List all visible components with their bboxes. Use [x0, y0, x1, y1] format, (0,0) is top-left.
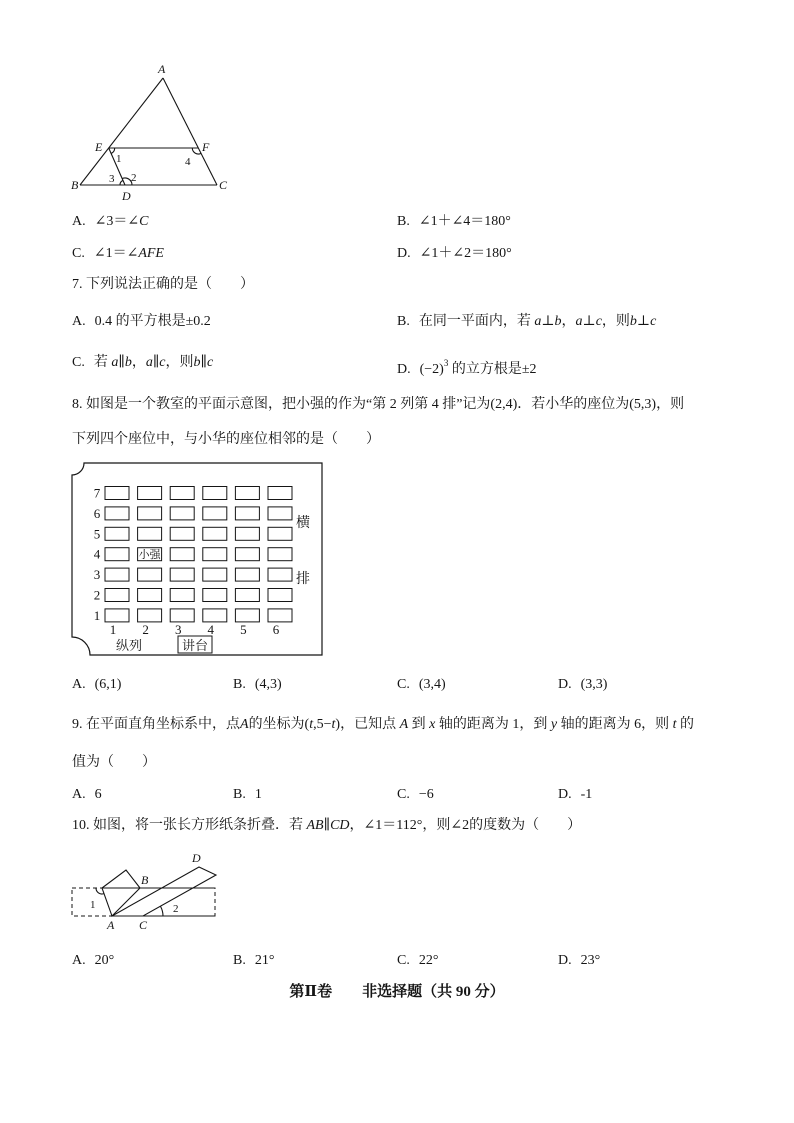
text-segment: ∠3＝∠ — [94, 214, 140, 229]
q10-option-d — [558, 952, 600, 970]
side-ac — [163, 78, 217, 185]
math-variable: AFE — [138, 246, 164, 261]
q10-option-c — [397, 952, 438, 970]
student-seat-label: 小强 — [138, 549, 161, 562]
math-variable: b — [629, 314, 637, 329]
q9-option-c — [397, 786, 434, 804]
row-number: 1 — [93, 607, 101, 623]
option-key: D. — [397, 362, 411, 377]
text-segment: ∥ — [200, 355, 207, 370]
option-text — [95, 314, 211, 329]
q7-option-c — [72, 354, 213, 372]
math-variable: a — [145, 355, 153, 370]
option-key: C. — [397, 787, 410, 802]
text-segment: ∥ — [323, 818, 331, 833]
seat-desk — [105, 589, 129, 602]
superscript: 3 — [443, 358, 449, 368]
q8-option-d — [558, 676, 607, 694]
seat-desk — [170, 507, 194, 520]
podium-label: 讲台 — [181, 638, 209, 653]
seat-desk — [268, 548, 292, 561]
option-text — [419, 314, 656, 329]
q9-stem-line1 — [72, 716, 724, 734]
option-key: B. — [233, 677, 246, 692]
math-variable: C — [139, 214, 149, 229]
math-variable: t — [309, 717, 314, 732]
vertex-label-f: F — [202, 140, 210, 154]
vertex-label-a: A — [158, 62, 166, 76]
angle-arc-1 — [111, 148, 115, 154]
math-variable: a — [534, 314, 542, 329]
vertex-label-c: C — [219, 178, 228, 192]
text-segment: ∠1＝∠ — [93, 246, 139, 261]
option-key: A. — [72, 953, 86, 968]
math-variable: c — [159, 355, 166, 370]
column-number: 3 — [174, 622, 182, 637]
math-variable: a — [575, 314, 583, 329]
text-segment: (−2) — [419, 362, 444, 377]
seat-desk — [138, 527, 162, 540]
seat-desk — [138, 609, 162, 622]
text-segment: ，则 — [601, 314, 630, 329]
seat-desk — [138, 487, 162, 500]
angle-label-4: 4 — [185, 156, 191, 168]
text-segment: ⊥ — [541, 314, 555, 329]
option-key: C. — [397, 677, 410, 692]
column-number: 1 — [109, 622, 117, 637]
text-segment: 轴的距离为 1，到 — [435, 717, 551, 732]
q6-option-c — [72, 245, 164, 263]
folded-flap-right — [112, 867, 216, 916]
seat-desk — [268, 527, 292, 540]
text-segment: 的立方根是±2 — [448, 362, 537, 377]
text-segment: ，则 — [165, 355, 194, 370]
text-segment: 的坐标为( — [248, 717, 310, 732]
column-number: 6 — [272, 622, 280, 637]
seat-desk — [235, 487, 259, 500]
seat-desk — [203, 507, 227, 520]
option-text: 23° — [580, 953, 601, 968]
column-caption: 纵列 — [115, 638, 143, 653]
triangle-figure — [70, 62, 235, 204]
math-variable: b — [193, 355, 201, 370]
math-variable: b — [554, 314, 562, 329]
option-text: 1 — [254, 787, 262, 802]
text-segment: ⊥ — [582, 314, 596, 329]
option-text — [94, 355, 213, 370]
vertex-label-a: A — [107, 918, 115, 932]
text-segment: 10. 如图，将一张长方形纸条折叠．若 — [72, 818, 307, 833]
row-caption-top: 横 — [296, 516, 310, 531]
q6-option-d — [397, 245, 512, 263]
text-segment: 的 — [676, 717, 694, 732]
seat-desk — [235, 527, 259, 540]
text-segment: ∠1＋∠4＝180° — [418, 214, 511, 229]
seat-desk — [268, 507, 292, 520]
option-key: C. — [397, 953, 410, 968]
angle-label-2: 2 — [131, 172, 137, 184]
math-variable: t — [672, 717, 677, 732]
column-number: 4 — [207, 622, 215, 637]
text-segment: 在同一平面内，若 — [418, 314, 535, 329]
seat-desk — [170, 487, 194, 500]
q9-option-b — [233, 786, 262, 804]
angle-label-1: 1 — [90, 899, 96, 911]
option-text: (4,3) — [254, 677, 282, 692]
text-segment: ,5− — [313, 717, 332, 732]
seat-desk — [105, 487, 129, 500]
option-key: B. — [397, 314, 410, 329]
row-caption-bottom: 排 — [296, 572, 310, 587]
text-segment: ，∠1＝112°，则∠2的度数为（ ） — [349, 818, 582, 833]
math-variable: c — [206, 355, 214, 370]
option-key: A. — [72, 314, 86, 329]
seat-desk — [105, 568, 129, 581]
vertex-label-e: E — [95, 140, 103, 154]
angle-label-3: 3 — [109, 173, 115, 185]
option-key: D. — [558, 677, 572, 692]
option-key: D. — [558, 787, 572, 802]
option-text: (3,3) — [580, 677, 608, 692]
row-number: 7 — [93, 485, 101, 501]
text-segment: ∥ — [152, 355, 160, 370]
option-text: 21° — [254, 953, 275, 968]
option-text — [420, 246, 512, 261]
seat-desk — [203, 589, 227, 602]
seat-desk — [268, 568, 292, 581]
text-segment: 到 — [408, 717, 430, 732]
seat-desk — [235, 507, 259, 520]
option-text: -1 — [580, 787, 593, 802]
math-variable: c — [650, 314, 657, 329]
seat-desk — [170, 568, 194, 581]
side-ab — [80, 78, 163, 185]
text-segment: 轴的距离为 6，则 — [557, 717, 673, 732]
q8-option-a — [72, 676, 121, 694]
folded-strip-figure — [70, 846, 222, 936]
angle-label-1: 1 — [116, 153, 122, 165]
math-variable: c — [595, 314, 602, 329]
q10-option-b — [233, 952, 274, 970]
row-number: 4 — [93, 546, 101, 562]
angle-arc-3 — [120, 180, 123, 185]
seat-desk — [203, 487, 227, 500]
text-segment: ∥ — [118, 355, 125, 370]
option-key: D. — [558, 953, 572, 968]
row-number: 2 — [93, 587, 101, 603]
option-key: B. — [233, 953, 246, 968]
option-text: (3,4) — [418, 677, 446, 692]
q9-option-a — [72, 786, 102, 804]
q7-option-d — [397, 354, 537, 377]
row-number-labels — [94, 486, 101, 623]
option-key: A. — [72, 787, 86, 802]
text-segment: ⊥ — [636, 314, 651, 329]
seat-desk — [105, 548, 129, 561]
text-segment: 9. 在平面直角坐标系中，点 — [72, 717, 240, 732]
seat-desk — [268, 609, 292, 622]
seat-desk — [203, 609, 227, 622]
vertex-label-b: B — [141, 873, 149, 887]
option-text — [94, 246, 164, 261]
seat-desk — [170, 548, 194, 561]
seat-desk — [235, 609, 259, 622]
option-key: C. — [72, 246, 85, 261]
seat-desk — [105, 507, 129, 520]
math-variable: CD — [330, 818, 350, 833]
option-text: (6,1) — [94, 677, 122, 692]
vertex-label-c: C — [139, 918, 148, 932]
seat-desk — [170, 589, 194, 602]
vertex-label-d: D — [122, 189, 131, 203]
option-key: D. — [397, 246, 411, 261]
q7-option-a — [72, 313, 211, 331]
q8-option-b — [233, 676, 282, 694]
option-key: B. — [233, 787, 246, 802]
seat-desk — [138, 568, 162, 581]
text-segment: ∠1＋∠2＝180° — [419, 246, 512, 261]
math-variable: a — [111, 355, 119, 370]
q9-stem-line2: 值为（ ） — [72, 755, 156, 770]
math-variable: x — [429, 717, 436, 732]
row-number: 6 — [93, 505, 101, 521]
q8-stem-line1: 8. 如图是一个教室的平面示意图，把小强的作为“第 2 列第 4 排”记为(2,4)．若小华的座位为(5,3)，则 — [72, 397, 685, 412]
seat-desk — [235, 548, 259, 561]
vertex-label-b: B — [71, 178, 79, 192]
column-number: 2 — [142, 622, 149, 637]
q6-option-a — [72, 213, 148, 231]
option-text: 20° — [94, 953, 115, 968]
seat-desk — [170, 527, 194, 540]
seat-desk — [203, 527, 227, 540]
option-text: 6 — [94, 787, 102, 802]
column-number-labels — [110, 622, 280, 637]
math-variable: A — [399, 717, 409, 732]
q6-option-b — [397, 213, 511, 231]
seat-desk — [203, 568, 227, 581]
text-segment: ， — [131, 355, 146, 370]
q7-stem: 7. 下列说法正确的是（ ） — [72, 277, 254, 292]
seat-desk — [268, 589, 292, 602]
option-key: A. — [72, 677, 86, 692]
option-text: 22° — [418, 953, 439, 968]
math-variable: y — [550, 717, 558, 732]
text-segment: 0.4 的平方根是±0.2 — [94, 314, 211, 329]
seat-desk — [235, 568, 259, 581]
seat-desk — [203, 548, 227, 561]
angle-label-2: 2 — [173, 903, 179, 915]
seat-desk — [105, 609, 129, 622]
option-key: B. — [397, 214, 410, 229]
math-variable: t — [331, 717, 336, 732]
angle-arc-2 — [160, 906, 163, 916]
seat-desk — [235, 589, 259, 602]
row-number: 5 — [93, 526, 101, 542]
q9-option-d — [558, 786, 592, 804]
seat-desk — [170, 609, 194, 622]
option-text — [95, 214, 149, 229]
text-segment: 若 — [93, 355, 112, 370]
option-text — [419, 358, 537, 377]
section-title: 第Ⅱ卷 非选择题（共 90 分） — [289, 984, 505, 1000]
option-text: −6 — [418, 787, 434, 802]
seat-grid — [105, 487, 292, 622]
vertex-label-d: D — [192, 851, 201, 865]
q7-option-b — [397, 313, 656, 331]
seat-desk — [138, 589, 162, 602]
text-segment: )，已知点 — [335, 717, 400, 732]
q10-stem — [72, 817, 724, 835]
seat-desk — [138, 507, 162, 520]
q8-option-c — [397, 676, 446, 694]
row-number: 3 — [93, 567, 101, 583]
classroom-figure — [70, 460, 326, 660]
option-text — [419, 214, 511, 229]
seat-desk — [105, 527, 129, 540]
option-key: C. — [72, 355, 85, 370]
column-number: 5 — [240, 622, 247, 637]
option-key: A. — [72, 214, 86, 229]
math-variable: AB — [306, 818, 324, 833]
folded-flap-left — [102, 870, 140, 916]
text-segment: ， — [561, 314, 576, 329]
q8-stem-line2: 下列四个座位中，与小华的座位相邻的是（ ） — [72, 432, 380, 447]
q10-option-a — [72, 952, 114, 970]
math-variable: A — [240, 717, 249, 732]
seat-desk — [268, 487, 292, 500]
math-variable: b — [124, 355, 132, 370]
